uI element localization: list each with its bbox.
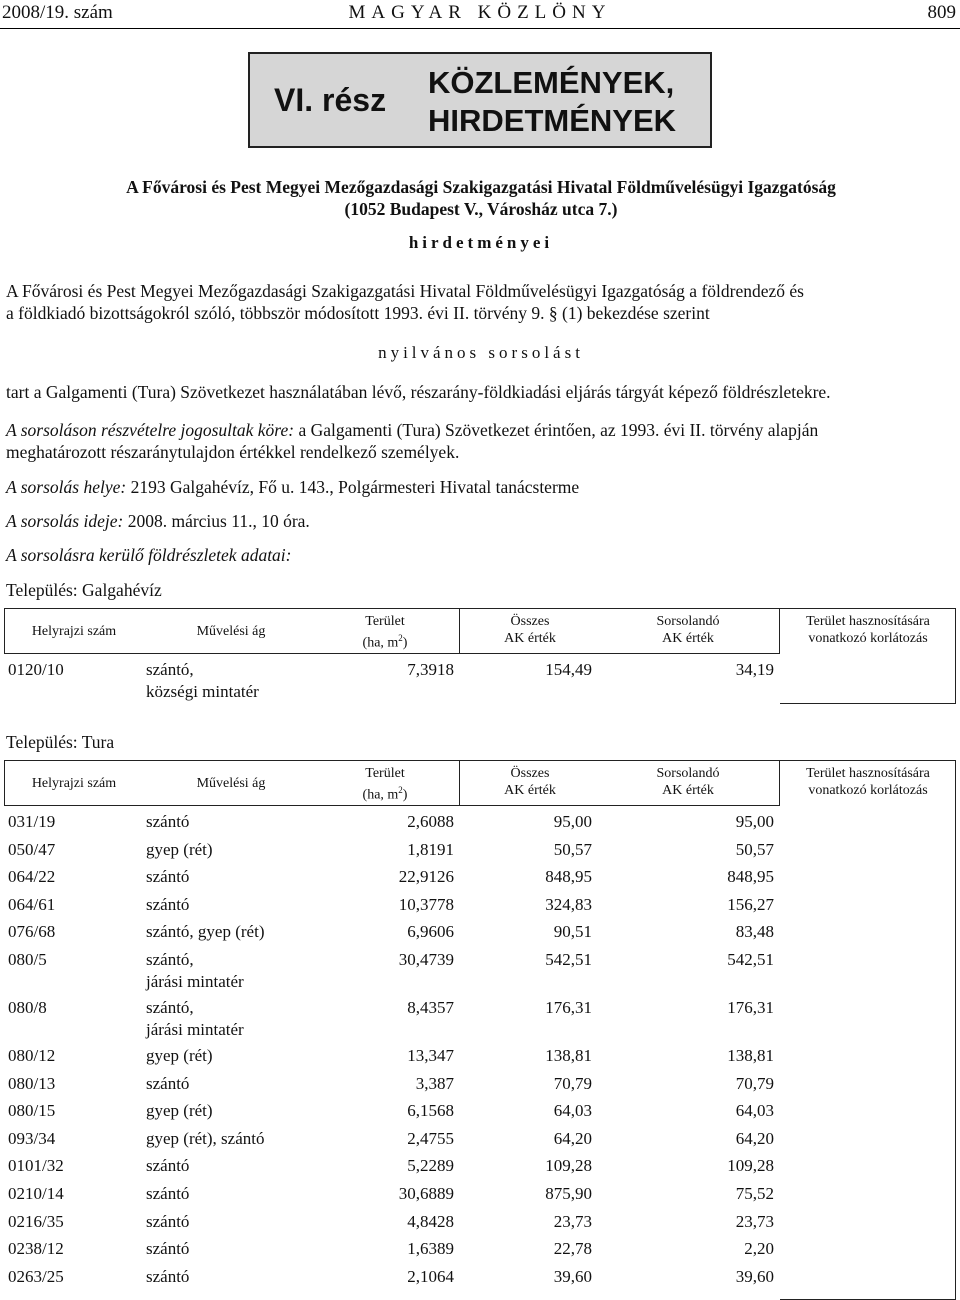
header-rule xyxy=(0,28,960,29)
cell-sorsolando-ak: 23,73 xyxy=(735,1211,774,1231)
cell-terulet: 7,3918 xyxy=(407,660,454,679)
cell-osszes-ak: 138,81 xyxy=(545,1046,592,1065)
cell-terulet: 4,8428 xyxy=(407,1211,454,1231)
cell-helyrajzi-szam: 080/12 xyxy=(8,1046,56,1065)
cell-osszes-ak: 848,95 xyxy=(545,867,592,887)
running-header xyxy=(0,0,960,30)
cell-muvelesi-ag: szántó xyxy=(146,1211,190,1231)
cell-sorsolando-ak: 95,00 xyxy=(735,812,774,831)
eligible-label: A sorsoláson részvételre jogosultak köre: xyxy=(6,420,295,440)
cell-muvelesi-ag: gyep (rét) xyxy=(146,1101,213,1121)
section-title xyxy=(428,64,676,140)
cell-sorsolando-ak: 75,52 xyxy=(735,1184,774,1203)
header-sorsolando-ak: Sorsolandó AK érték xyxy=(656,614,720,646)
cell-helyrajzi-szam: 0210/14 xyxy=(8,1184,64,1203)
heading-sorsolast: nyilvános sorsolást xyxy=(378,343,584,362)
cell-osszes-ak: 324,83 xyxy=(545,894,592,914)
cell-muvelesi-ag: szántó xyxy=(146,867,190,887)
authority-line1: A Fővárosi és Pest Megyei Mezőgazdasági Szakigazgatási Hivatal Földművelésügyi Igazgatóság xyxy=(126,177,836,197)
cell-terulet: 2,4755 xyxy=(407,1128,454,1148)
cell-osszes-ak: 39,60 xyxy=(553,1266,592,1286)
cell-terulet: 6,1568 xyxy=(407,1101,454,1121)
eligible-paragraph xyxy=(6,419,956,463)
intro-line1: A Fővárosi és Pest Megyei Mezőgazdasági Szakigazgatási Hivatal Földművelésügyi Igazgatóság a földrendező és xyxy=(6,281,804,301)
cell-osszes-ak: 70,79 xyxy=(553,1073,592,1093)
cell-helyrajzi-szam: 093/34 xyxy=(8,1128,56,1148)
cell-muvelesi-ag: gyep (rét) xyxy=(146,1046,213,1065)
cell-sorsolando-ak: 50,57 xyxy=(735,839,774,859)
cell-helyrajzi-szam: 0216/35 xyxy=(8,1211,64,1231)
cell-sorsolando-ak: 542,51 xyxy=(727,950,774,969)
section-banner xyxy=(248,52,712,148)
eligible-text2: meghatározott részaránytulajdon értékkel rendelkező személyek. xyxy=(6,442,460,462)
cell-sorsolando-ak: 2,20 xyxy=(744,1239,774,1259)
cell-helyrajzi-szam: 0263/25 xyxy=(8,1266,64,1286)
settlement-label-galgahéviz: Település: Galgahévíz xyxy=(6,580,162,600)
cell-sorsolando-ak: 83,48 xyxy=(735,922,774,942)
part-label: VI. rész xyxy=(274,82,387,118)
cell-terulet: 3,387 xyxy=(415,1073,454,1093)
cell-osszes-ak: 22,78 xyxy=(553,1239,592,1259)
place-label: A sorsolás helye: xyxy=(6,477,127,497)
cell-terulet: 30,6889 xyxy=(398,1184,454,1203)
heading-hirdetmenyei: hirdetményei xyxy=(408,233,554,252)
time-text: 2008. március 11., 10 óra. xyxy=(123,511,310,531)
cell-terulet: 13,347 xyxy=(407,1046,454,1065)
intro-line2: a földkiadó bizottságokról szóló, többször módosított 1993. évi II. törvény 9. § (1) bekezdése szerint xyxy=(6,303,710,323)
cell-sorsolando-ak: 109,28 xyxy=(727,1156,774,1176)
cell-helyrajzi-szam: 080/8 xyxy=(8,998,47,1017)
cell-sorsolando-ak: 156,27 xyxy=(727,894,774,914)
place-text: 2193 Galgahévíz, Fő u. 143., Polgármesteri Hivatal tanácsterme xyxy=(126,477,580,497)
cell-helyrajzi-szam: 080/13 xyxy=(8,1073,56,1093)
cell-muvelesi-ag: szántó xyxy=(146,1239,190,1259)
cell-osszes-ak: 176,31 xyxy=(545,998,592,1017)
cell-muvelesi-ag: szántó, xyxy=(146,950,194,969)
cell-helyrajzi-szam: 050/47 xyxy=(8,839,56,859)
cell-sorsolando-ak: 34,19 xyxy=(735,660,774,679)
cell-muvelesi-ag: gyep (rét), szántó xyxy=(146,1128,265,1148)
intro-paragraph xyxy=(6,280,956,324)
section-title-line1: KÖZLEMÉNYEK, xyxy=(428,65,675,100)
cell-sorsolando-ak: 70,79 xyxy=(735,1073,774,1093)
cell-sorsolando-ak: 64,03 xyxy=(735,1101,774,1121)
header-helyrajzi-szam: Helyrajzi szám xyxy=(31,776,117,791)
cell-muvelesi-ag: szántó xyxy=(146,1156,190,1176)
cell-helyrajzi-szam: 031/19 xyxy=(8,812,56,831)
header-sorsolando-ak: Sorsolandó AK érték xyxy=(656,766,720,798)
cell-muvelesi-ag: szántó xyxy=(146,894,190,914)
cell-terulet: 30,4739 xyxy=(398,950,454,969)
cell-terulet: 8,4357 xyxy=(407,998,454,1017)
authority-name xyxy=(6,176,956,220)
cell-muvelesi-ag: szántó xyxy=(146,1266,190,1286)
cell-osszes-ak: 90,51 xyxy=(553,922,592,942)
cell-osszes-ak: 64,20 xyxy=(553,1128,592,1148)
issue-number: 2008/19. szám xyxy=(2,2,113,23)
cell-muvelesi-ag-line2: járási mintatér xyxy=(146,972,244,991)
header-terulet: Terület (ha, $m^2$) xyxy=(362,766,408,803)
cell-sorsolando-ak: 848,95 xyxy=(727,867,774,887)
header-muvelesi-ag: Művelési ág xyxy=(196,776,266,791)
cell-helyrajzi-szam: 064/61 xyxy=(8,894,56,914)
authority-line2: (1052 Budapest V., Városház utca 7.) xyxy=(344,199,618,219)
section-title-line2: HIRDETMÉNYEK xyxy=(428,103,677,138)
restriction-column-box xyxy=(780,760,956,1300)
cell-helyrajzi-szam: 0238/12 xyxy=(8,1239,64,1259)
cell-helyrajzi-szam: 080/15 xyxy=(8,1101,56,1121)
eligible-text1: a Galgamenti (Tura) Szövetkezet érintően, az 1993. évi II. törvény alapján xyxy=(294,420,819,440)
time-paragraph xyxy=(6,510,956,532)
cell-terulet: 22,9126 xyxy=(398,867,454,887)
cell-osszes-ak: 154,49 xyxy=(545,660,592,679)
cell-osszes-ak: 64,03 xyxy=(553,1101,592,1121)
cell-terulet: 6,9606 xyxy=(407,922,454,942)
cell-muvelesi-ag: szántó xyxy=(146,1073,190,1093)
cell-osszes-ak: 542,51 xyxy=(545,950,592,969)
page-number: 809 xyxy=(927,2,956,23)
journal-title: MAGYAR KÖZLÖNY xyxy=(348,2,612,23)
cell-sorsolando-ak: 176,31 xyxy=(727,998,774,1017)
cell-terulet: 1,8191 xyxy=(407,839,454,859)
cell-muvelesi-ag: gyep (rét) xyxy=(146,839,213,859)
cell-osszes-ak: 95,00 xyxy=(553,812,592,831)
cell-muvelesi-ag-line2: járási mintatér xyxy=(146,1020,244,1039)
cell-muvelesi-ag-line2: községi mintatér xyxy=(146,682,259,701)
cell-muvelesi-ag: szántó, gyep (rét) xyxy=(146,922,265,942)
cell-sorsolando-ak: 39,60 xyxy=(735,1266,774,1286)
cell-muvelesi-ag: szántó, xyxy=(146,998,194,1017)
cell-terulet: 1,6389 xyxy=(407,1239,454,1259)
cell-helyrajzi-szam: 080/5 xyxy=(8,950,47,969)
cell-muvelesi-ag: szántó xyxy=(146,812,190,831)
cell-terulet: 10,3778 xyxy=(398,894,454,914)
header-korlatozas: Terület hasznosítására vonatkozó korlátozás xyxy=(806,614,930,646)
header-osszes-ak: Összes AK érték xyxy=(504,614,556,646)
cell-helyrajzi-szam: 076/68 xyxy=(8,922,56,942)
place-paragraph xyxy=(6,476,956,498)
header-helyrajzi-szam: Helyrajzi szám xyxy=(31,624,117,639)
cell-muvelesi-ag: szántó xyxy=(146,1184,190,1203)
cell-helyrajzi-szam: 0101/32 xyxy=(8,1156,64,1176)
purpose-text: tart a Galgamenti (Tura) Szövetkezet használatában lévő, részarány-földkiadási eljárás tárgyát képező földrészletekre. xyxy=(6,382,831,402)
parcels-label: A sorsolásra kerülő földrészletek adatai: xyxy=(6,545,292,565)
cell-osszes-ak: 109,28 xyxy=(545,1156,592,1176)
cell-terulet: 2,6088 xyxy=(407,812,454,831)
header-terulet: Terület (ha, $m^2$) xyxy=(362,614,408,651)
cell-terulet: 5,2289 xyxy=(407,1156,454,1176)
cell-sorsolando-ak: 138,81 xyxy=(727,1046,774,1065)
cell-muvelesi-ag: szántó, xyxy=(146,660,194,679)
cell-sorsolando-ak: 64,20 xyxy=(735,1128,774,1148)
header-korlatozas: Terület hasznosítására vonatkozó korlátozás xyxy=(806,766,930,798)
settlement-label-tura: Település: Tura xyxy=(6,732,115,752)
time-label: A sorsolás ideje: xyxy=(6,511,124,531)
cell-osszes-ak: 23,73 xyxy=(553,1211,592,1231)
cell-osszes-ak: 50,57 xyxy=(553,839,592,859)
cell-helyrajzi-szam: 064/22 xyxy=(8,867,56,887)
cell-terulet: 2,1064 xyxy=(407,1266,454,1286)
header-osszes-ak: Összes AK érték xyxy=(504,766,556,798)
cell-osszes-ak: 875,90 xyxy=(545,1184,592,1203)
cell-helyrajzi-szam: 0120/10 xyxy=(8,660,64,679)
header-muvelesi-ag: Művelési ág xyxy=(196,624,266,639)
